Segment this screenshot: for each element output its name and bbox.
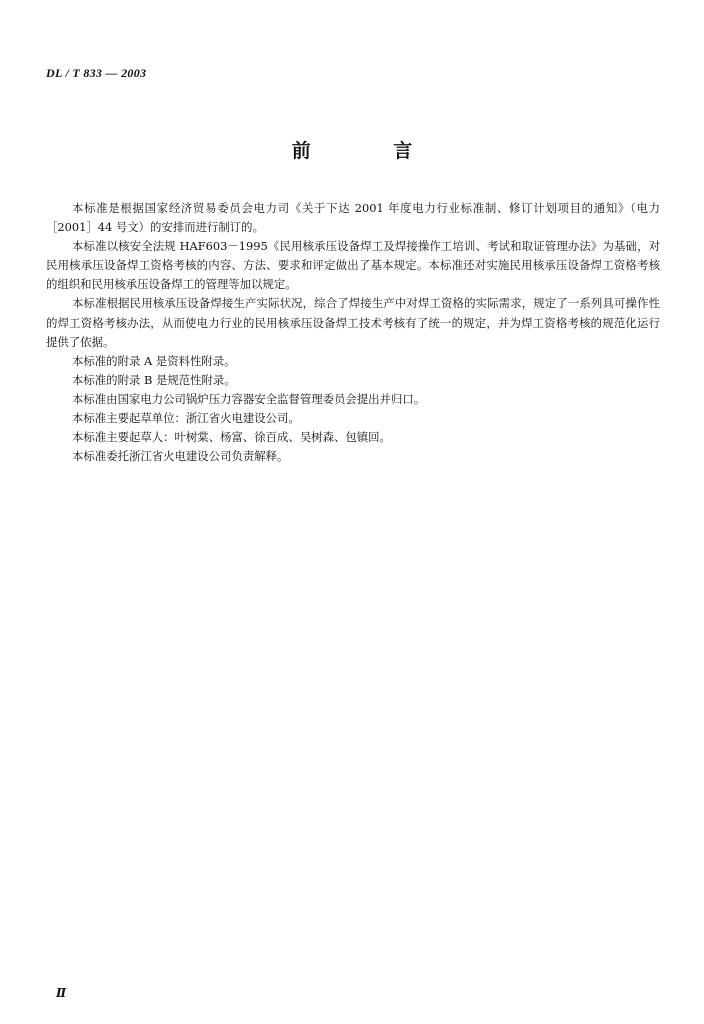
standard-code-header: DL / T 833 — 2003 bbox=[46, 66, 147, 80]
paragraph-practice: 本标准根据民用核承压设备焊接生产实际状况，综合了焊接生产中对焊工资格的实际需求，规定了一系列具可操作性的焊工资格考核办法，从而使电力行业的民用核承压设备焊工技术考核有了统一的规定，并为焊工资格考核的规范化运行提供了依据。 bbox=[46, 296, 660, 349]
paragraph-drafters: 本标准主要起草人：叶树棠、杨富、徐百成、吴树森、包镇回。 bbox=[72, 430, 391, 445]
paragraph-regulation: 本标准以核安全法规 HAF603－1995《民用核承压设备焊工及焊接操作工培训、考试和取证管理办法》为基础，对民用核承压设备焊工资格考核的内容、方法、要求和评定做出了基本规定。本标准还对实施民用核承压设备焊工资格考核的组织和民用核承压设备焊工的管理等加以规定。 bbox=[46, 239, 660, 292]
paragraph-basis: 本标准是根据国家经济贸易委员会电力司《关于下达 2001 年度电力行业标准制、修订计划项目的通知》（电力［2001］44 号文）的安排而进行制订的。 bbox=[46, 201, 660, 235]
paragraph-proposer: 本标准由国家电力公司锅炉压力容器安全监督管理委员会提出并归口。 bbox=[72, 391, 426, 406]
page-number: Ⅱ bbox=[56, 986, 67, 1000]
paragraph-appendix-b: 本标准的附录 B 是规范性附录。 bbox=[72, 372, 236, 387]
paragraph-appendix-a: 本标准的附录 A 是资料性附录。 bbox=[72, 353, 236, 368]
foreword-body bbox=[46, 199, 660, 466]
paragraph-drafting-unit: 本标准主要起草单位：浙江省火电建设公司。 bbox=[72, 411, 300, 426]
paragraph-interpretation: 本标准委托浙江省火电建设公司负责解释。 bbox=[72, 449, 289, 464]
page-title: 前 言 bbox=[291, 140, 451, 162]
